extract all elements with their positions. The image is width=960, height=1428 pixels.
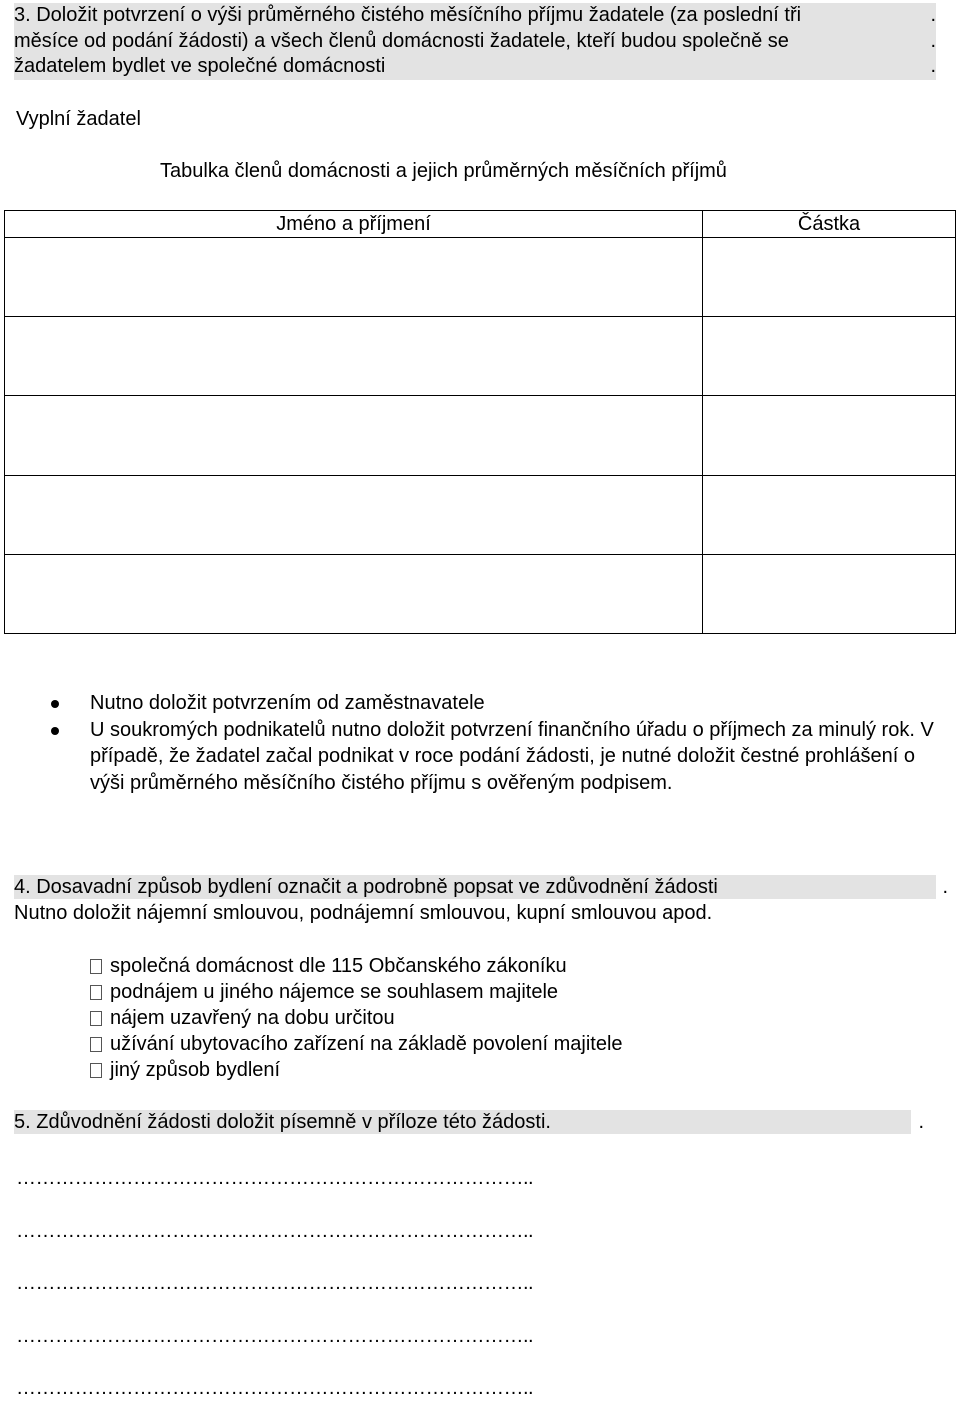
checkbox-icon[interactable]: [90, 1011, 102, 1026]
checkbox-icon[interactable]: [90, 985, 102, 1000]
name-cell[interactable]: [5, 317, 703, 396]
checkbox-icon[interactable]: [90, 959, 102, 974]
list-item: [90, 717, 940, 797]
amount-cell[interactable]: [703, 554, 956, 633]
section-5-heading-text: 5. Zdůvodnění žádosti doložit písemně v příloze této žádosti.: [14, 1111, 551, 1133]
header-amount: Částka: [703, 211, 956, 238]
fill-line[interactable]: ……………………………………………………………………..: [16, 1167, 534, 1189]
list-item[interactable]: [90, 953, 623, 979]
fill-line[interactable]: ……………………………………………………………………..: [16, 1324, 534, 1347]
section-3-text: žadatelem bydlet ve společné domácnosti: [14, 55, 386, 77]
line-end-dot: .: [930, 29, 936, 52]
list-item[interactable]: [90, 979, 623, 1005]
section-3-line: [14, 29, 936, 55]
section-3-line: [14, 54, 936, 80]
fill-by-label: Vyplní žadatel: [16, 108, 141, 130]
note-text: U soukromých podnikatelů nutno doložit potvrzení finančního úřadu o příjmech za minulý rok. V případě, že žadatel začal podnikat v roce podání žádosti, je nutné doložit čestné prohlášení o výši průměrného měsíčního čistého příjmu s ověřeným podpisem.: [90, 718, 934, 794]
line-end-dot: .: [918, 1111, 924, 1133]
table-row: [5, 317, 956, 396]
table-header-row: [5, 211, 956, 238]
name-cell[interactable]: [5, 475, 703, 554]
amount-cell[interactable]: [703, 396, 956, 475]
header-name: Jméno a příjmení: [5, 211, 703, 238]
table-row: [5, 396, 956, 475]
table-row: [5, 238, 956, 317]
section-3: [14, 3, 936, 80]
name-cell[interactable]: [5, 554, 703, 633]
checkbox-icon[interactable]: [90, 1037, 102, 1052]
table-title: Tabulka členů domácnosti a jejich průměrných měsíčních příjmů: [160, 160, 727, 182]
fill-line[interactable]: ……………………………………………………………………..: [16, 1272, 534, 1294]
option-label: podnájem u jiného nájemce se souhlasem majitele: [110, 981, 559, 1003]
option-label: nájem uzavřený na dobu určitou: [110, 1007, 395, 1029]
table-row: [5, 475, 956, 554]
section-5-heading: [14, 1109, 924, 1135]
bullet-icon: [51, 700, 59, 708]
table-row: [5, 554, 956, 633]
list-item[interactable]: [90, 1005, 623, 1031]
list-item[interactable]: [90, 1031, 623, 1057]
name-cell[interactable]: [5, 396, 703, 475]
option-label: užívání ubytovacího zařízení na základě povolení majitele: [110, 1033, 623, 1055]
checkbox-icon[interactable]: [90, 1063, 102, 1078]
option-label: jiný způsob bydlení: [110, 1059, 281, 1081]
justification-lines: [16, 1165, 533, 1428]
fill-line[interactable]: ……………………………………………………………………..: [16, 1377, 534, 1399]
amount-cell[interactable]: [703, 238, 956, 317]
section-3-text: měsíce od podání žádosti) a všech členů domácnosti žadatele, kteří budou společně se: [14, 29, 789, 52]
household-income-table: [4, 210, 956, 634]
name-cell[interactable]: [5, 238, 703, 317]
section-3-line: [14, 3, 936, 29]
option-label: společná domácnost dle 115 Občanského zákoníku: [110, 955, 567, 977]
list-item: [90, 690, 940, 717]
section-4-heading-text: 4. Dosavadní způsob bydlení označit a podrobně popsat ve zdůvodnění žádosti: [14, 876, 718, 898]
line-end-dot: .: [930, 4, 936, 26]
amount-cell[interactable]: [703, 475, 956, 554]
section-4-heading: [14, 874, 948, 900]
section-3-text: 3. Doložit potvrzení o výši průměrného čistého měsíčního příjmu žadatele (za poslední tři: [14, 4, 802, 26]
list-item[interactable]: [90, 1057, 623, 1083]
fill-line[interactable]: ……………………………………………………………………..: [16, 1219, 534, 1242]
note-text: Nutno doložit potvrzením od zaměstnavatele: [90, 692, 485, 714]
housing-options: [90, 953, 623, 1083]
line-end-dot: .: [942, 876, 948, 898]
amount-cell[interactable]: [703, 317, 956, 396]
section-4-note: Nutno doložit nájemní smlouvou, podnájemní smlouvou, kupní smlouvou apod.: [14, 902, 713, 924]
section-4: [14, 874, 948, 926]
notes-list: [0, 690, 940, 796]
line-end-dot: .: [930, 55, 936, 77]
bullet-icon: [51, 727, 59, 735]
